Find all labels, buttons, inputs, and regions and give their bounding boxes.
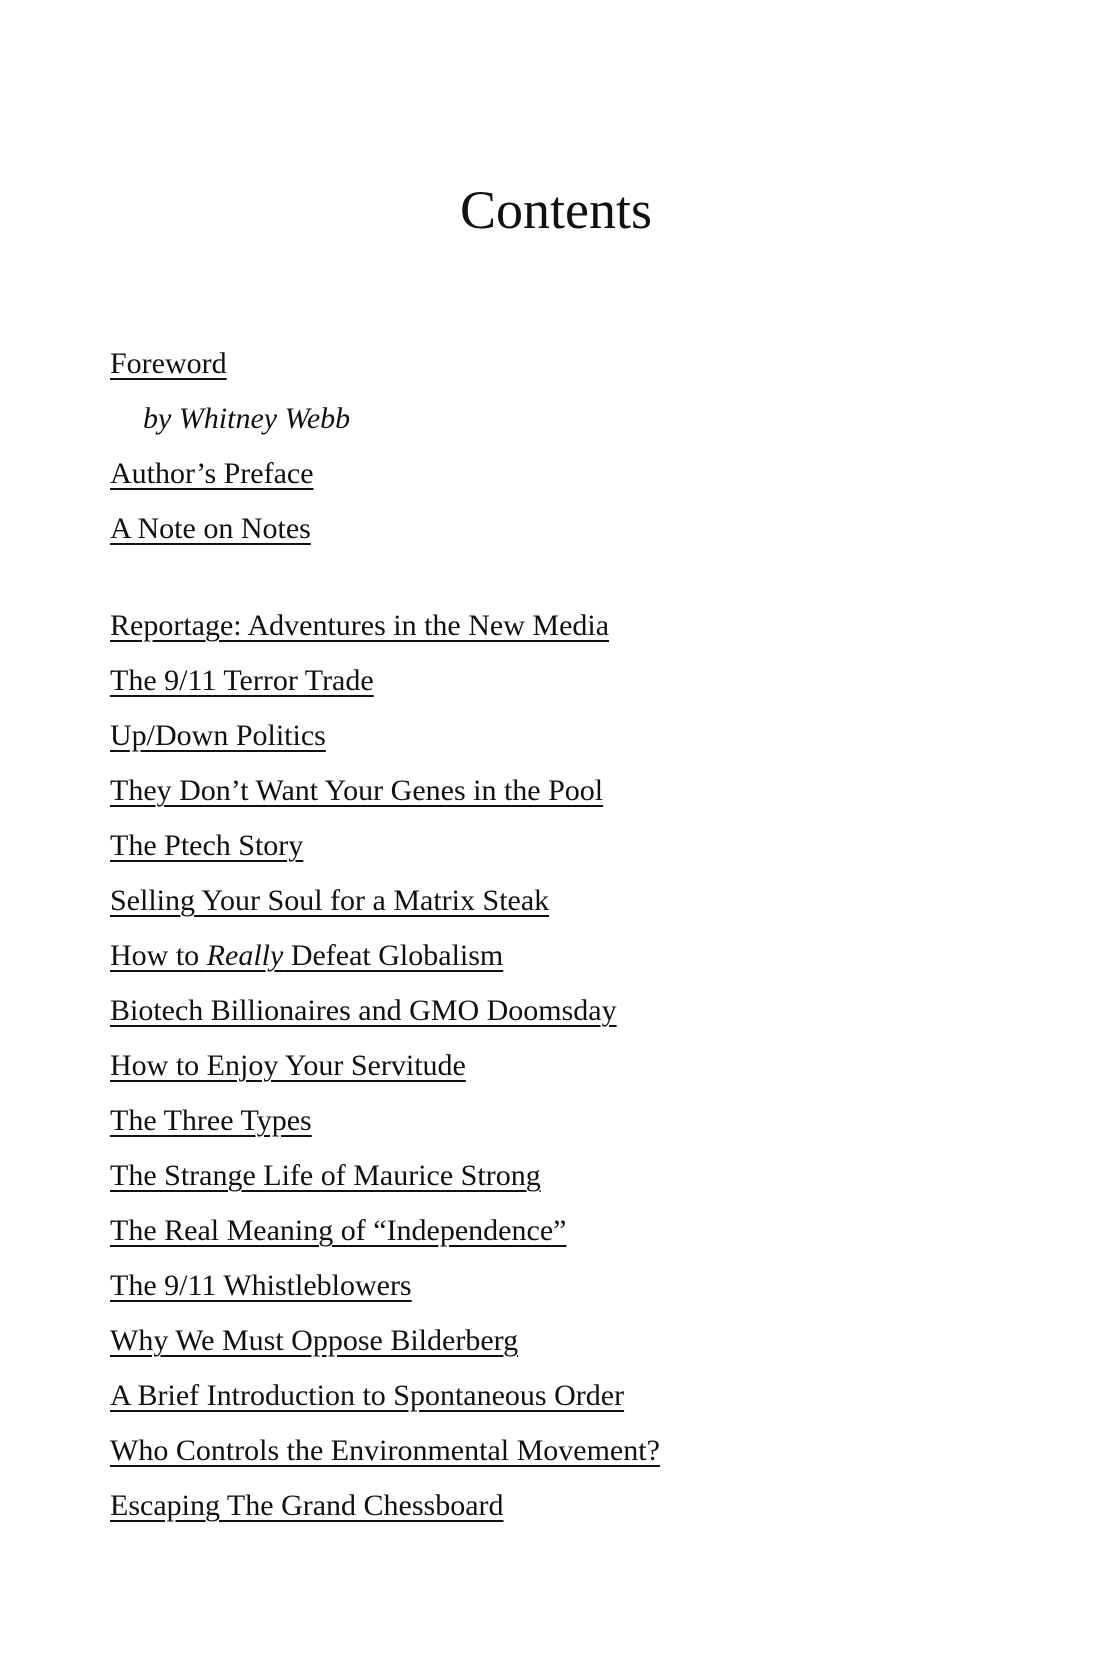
toc-link-foreword[interactable]: Foreword — [110, 347, 227, 380]
toc-link-whistleblowers[interactable]: The 9/11 Whistleblowers — [110, 1269, 412, 1302]
toc-link-bilderberg[interactable]: Why We Must Oppose Bilderberg — [110, 1324, 519, 1357]
toc-link-environmental-movement[interactable]: Who Controls the Environmental Movement? — [110, 1434, 660, 1467]
foreword-byline: by Whitney Webb — [143, 402, 351, 435]
toc-link-ptech-story[interactable]: The Ptech Story — [110, 829, 304, 862]
toc-link-spontaneous-order[interactable]: A Brief Introduction to Spontaneous Order — [110, 1379, 625, 1412]
toc-link-emphasis: Really — [206, 939, 284, 972]
page-title: Contents — [459, 180, 652, 240]
toc-link-biotech-billionaires[interactable]: Biotech Billionaires and GMO Doomsday — [110, 994, 617, 1027]
toc-link-note-on-notes[interactable]: A Note on Notes — [110, 512, 311, 545]
toc-link-grand-chessboard[interactable]: Escaping The Grand Chessboard — [110, 1489, 504, 1522]
toc-link-up-down-politics[interactable]: Up/Down Politics — [110, 719, 326, 752]
toc-link-authors-preface[interactable]: Author’s Preface — [110, 457, 314, 490]
toc-link-enjoy-servitude[interactable]: How to Enjoy Your Servitude — [110, 1049, 466, 1082]
toc-link-independence[interactable]: The Real Meaning of “Independence” — [110, 1214, 567, 1247]
toc-link-three-types[interactable]: The Three Types — [110, 1104, 312, 1137]
toc-link-defeat-globalism[interactable] — [110, 928, 1010, 983]
toc-link-maurice-strong[interactable]: The Strange Life of Maurice Strong — [110, 1159, 541, 1192]
table-of-contents — [110, 336, 1010, 1533]
toc-link-text: How to — [110, 939, 207, 972]
toc-link-reportage[interactable]: Reportage: Adventures in the New Media — [110, 609, 610, 642]
toc-link-genes-in-the-pool[interactable]: They Don’t Want Your Genes in the Pool — [110, 774, 604, 807]
section-spacer — [110, 556, 1010, 598]
toc-link-matrix-steak[interactable]: Selling Your Soul for a Matrix Steak — [110, 884, 550, 917]
toc-link-text: Defeat Globalism — [283, 939, 504, 972]
toc-link-terror-trade[interactable]: The 9/11 Terror Trade — [110, 664, 374, 697]
